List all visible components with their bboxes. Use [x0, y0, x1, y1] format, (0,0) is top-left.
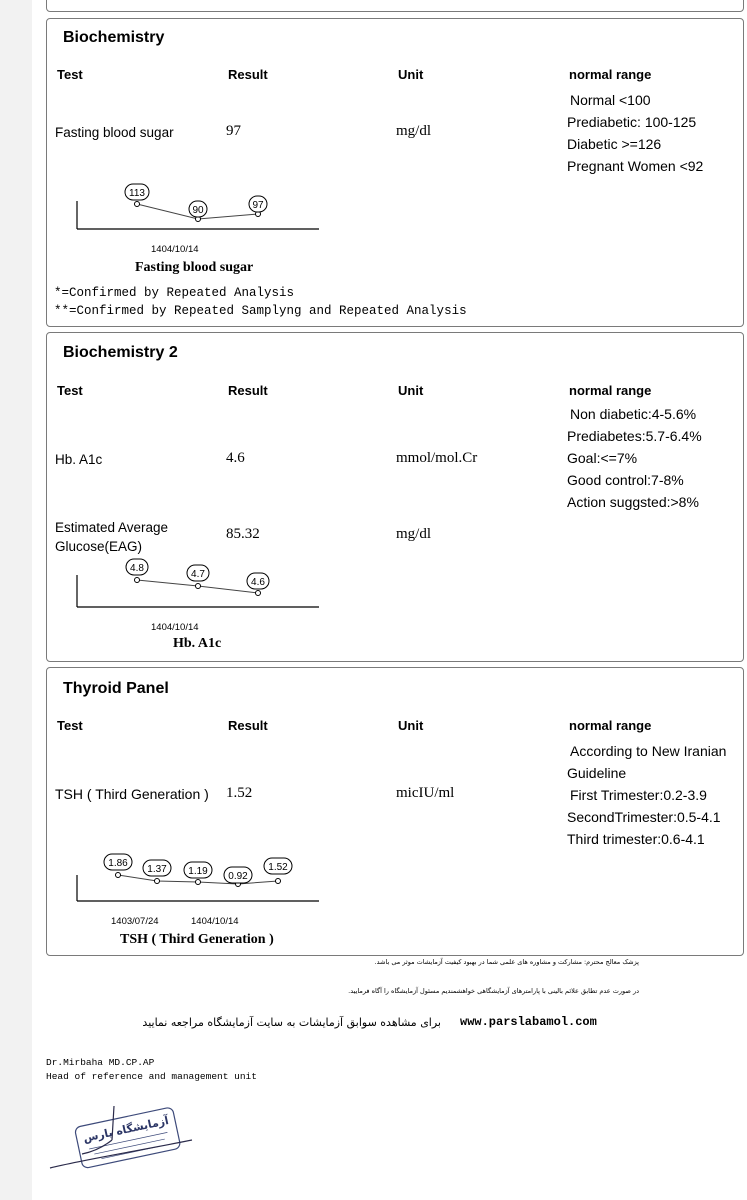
- range-line: Prediabetic: 100-125: [567, 114, 697, 130]
- chart-date-label: 1404/10/14: [191, 916, 239, 927]
- history-chart: [67, 848, 327, 948]
- chart-title: Fasting blood sugar: [135, 260, 254, 275]
- range-line: Action suggsted:>8%: [567, 494, 699, 510]
- header-normal-range: normal range: [569, 718, 652, 733]
- header-unit: Unit: [398, 67, 424, 82]
- website-link[interactable]: www.parslabamol.com: [460, 1015, 597, 1029]
- header-test: Test: [57, 67, 83, 82]
- previous-panel-edge: [46, 0, 744, 12]
- range-line: Prediabetes:5.7-6.4%: [567, 428, 702, 444]
- test-name-line: Glucose(EAG): [55, 539, 143, 554]
- thyroid-panel: [46, 667, 744, 956]
- header-unit: Unit: [398, 718, 424, 733]
- test-name: TSH ( Third Generation ): [55, 786, 209, 802]
- range-line: According to New Iranian: [570, 743, 727, 759]
- biochemistry-2-panel: [46, 332, 744, 662]
- panel-title: Biochemistry 2: [63, 344, 178, 361]
- chart-value-label: 4.7: [191, 569, 205, 580]
- footer-note-2: در صورت عدم تطابق علائم بالینی با پارامترهای آزمایشگاهی خواهشمندیم مسئول آزمایشگاه را آگاه فرمایید.: [348, 987, 639, 995]
- range-line: Good control:7-8%: [567, 472, 684, 488]
- range-line: Pregnant Women <92: [567, 158, 704, 174]
- stamp-text: آزمایشگاه پارس: [81, 1114, 170, 1145]
- test-result: 97: [226, 123, 241, 139]
- test-name: Fasting blood sugar: [55, 125, 174, 140]
- footer-note-1: پزشک معالج محترم: مشارکت و مشاوره های علمی شما در بهبود کیفیت آزمایشات موثر می باشد.: [374, 958, 639, 966]
- footnote: *=Confirmed by Repeated Analysis: [54, 286, 295, 300]
- chart-value-label: 90: [192, 205, 204, 216]
- chart-title: TSH ( Third Generation ): [120, 932, 274, 947]
- chart-date-label: 1404/10/14: [151, 244, 199, 255]
- test-name: Hb. A1c: [55, 452, 103, 467]
- footnote: **=Confirmed by Repeated Samplyng and Repeated Analysis: [54, 304, 467, 318]
- range-line: Normal <100: [570, 92, 651, 108]
- lab-stamp-signature: [42, 1100, 202, 1175]
- panel-title: Biochemistry: [63, 29, 165, 46]
- normal-range: [567, 403, 702, 513]
- header-result: Result: [228, 67, 268, 82]
- chart-point: [135, 578, 140, 583]
- history-chart: [67, 555, 327, 655]
- left-margin: [0, 0, 32, 1200]
- chart-title: Hb. A1c: [173, 636, 222, 651]
- range-line: Third trimester:0.6-4.1: [567, 831, 705, 847]
- header-normal-range: normal range: [569, 383, 652, 398]
- header-normal-range: normal range: [569, 67, 652, 82]
- chart-value-label: 4.8: [130, 563, 144, 574]
- doctor-name: Dr.Mirbaha MD.CP.AP: [46, 1057, 155, 1068]
- history-chart: [67, 179, 327, 279]
- doctor-title: Head of reference and management unit: [46, 1071, 257, 1082]
- chart-date-label: 1403/07/24: [111, 916, 159, 927]
- range-line: Guideline: [567, 765, 627, 781]
- panel-title: Thyroid Panel: [63, 680, 169, 697]
- test-result: 4.6: [226, 450, 245, 466]
- chart-point: [256, 591, 261, 596]
- chart-point: [116, 873, 121, 878]
- chart-value-label: 0.92: [228, 871, 248, 882]
- chart-value-label: 1.52: [268, 862, 288, 873]
- chart-point: [276, 879, 281, 884]
- biochemistry-panel: [46, 18, 744, 327]
- range-line: SecondTrimester:0.5-4.1: [567, 809, 721, 825]
- chart-point: [196, 584, 201, 589]
- range-line: Non diabetic:4-5.6%: [570, 406, 697, 422]
- header-test: Test: [57, 383, 83, 398]
- website-instruction: برای مشاهده سوابق آزمایشات به سایت آزمایشگاه مراجعه نمایید: [142, 1016, 441, 1029]
- chart-value-label: 113: [129, 188, 145, 199]
- test-unit: mmol/mol.Cr: [396, 450, 478, 466]
- test-result: 1.52: [226, 785, 253, 801]
- chart-value-label: 1.19: [188, 866, 208, 877]
- signatory: [46, 1056, 257, 1084]
- header-test: Test: [57, 718, 83, 733]
- chart-point: [196, 880, 201, 885]
- header-result: Result: [228, 718, 268, 733]
- chart-point: [135, 202, 140, 207]
- test-unit: mg/dl: [396, 526, 432, 542]
- footnotes: [54, 284, 467, 320]
- chart-date-label: 1404/10/14: [151, 622, 199, 633]
- test-name-line: Estimated Average: [55, 520, 169, 535]
- header-unit: Unit: [398, 383, 424, 398]
- chart-value-label: 1.37: [147, 864, 167, 875]
- range-line: Diabetic >=126: [567, 136, 662, 152]
- header-result: Result: [228, 383, 268, 398]
- test-name: [55, 518, 168, 556]
- normal-range: [567, 89, 703, 177]
- chart-point: [155, 879, 160, 884]
- test-unit: micIU/ml: [396, 785, 455, 801]
- range-line: First Trimester:0.2-3.9: [570, 787, 707, 803]
- test-unit: mg/dl: [396, 123, 432, 139]
- chart-value-label: 1.86: [108, 858, 128, 869]
- test-result: 85.32: [226, 526, 260, 542]
- chart-value-label: 97: [252, 200, 264, 211]
- range-line: Goal:<=7%: [567, 450, 638, 466]
- normal-range: [567, 740, 726, 850]
- chart-value-label: 4.6: [251, 577, 265, 588]
